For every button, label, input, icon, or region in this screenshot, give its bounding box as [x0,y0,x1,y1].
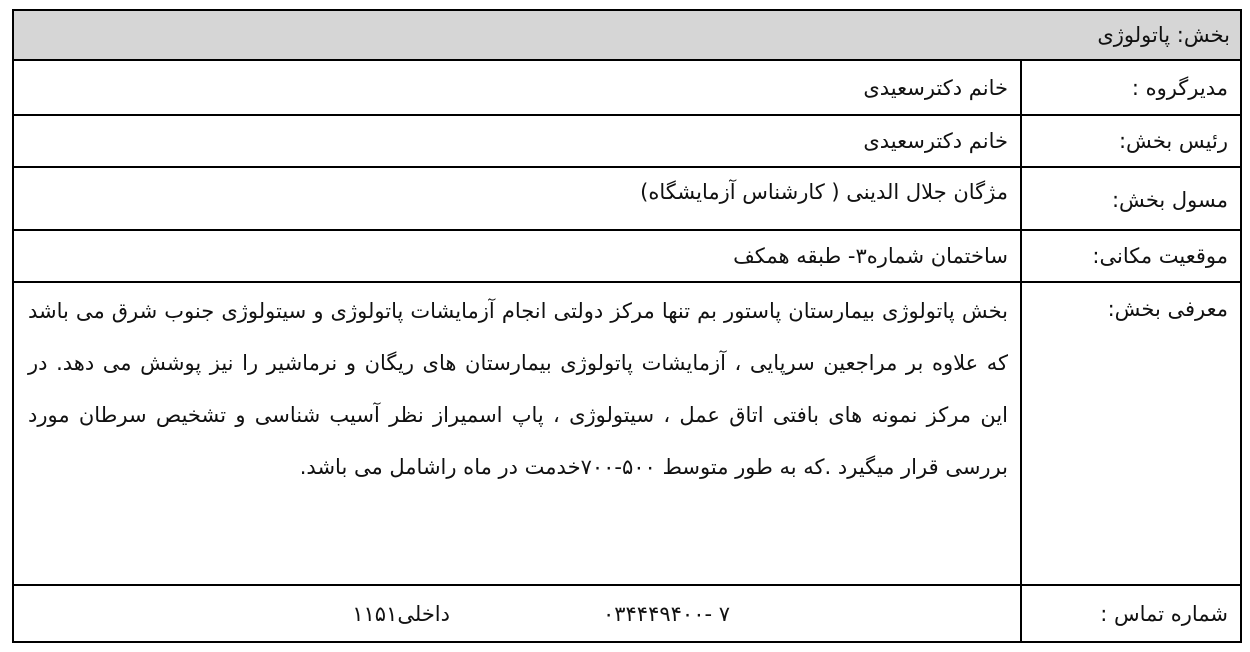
manager-value: خانم دکترسعیدی [863,75,1008,100]
row-manager [14,61,1240,116]
introduction-text: بخش پاتولوژی بیمارستان پاستور بم تنها مرکز دولتی انجام آزمایشات پاتولوژی و سیتولوژی جنوب شرق می باشد که علاوه بر مراجعین سرپایی ، آزمایشات پاتولوژی بیمارستان های ریگان و نرماشیر را نیز پوشش می دهد. در این مرکز نمونه های بافتی اتاق عمل ، سیتولوژی ، پاپ اسمیراز نظر آسیب شناسی و تشخیص سرطان مورد بررسی قرار میگیرد .که به طور متوسط ۵۰۰-۷۰۰خدمت در ماه راشامل می باشد. [28,299,1008,479]
responsible-value: مژگان جلال الدینی ( کارشناس آزمایشگاه) [640,180,1008,204]
department-head-value: خانم دکترسعیدی [863,129,1008,153]
extension-number: داخلی۱۱۵۱ [352,601,450,626]
manager-label: مدیرگروه : [1020,61,1240,114]
row-responsible [14,168,1240,231]
row-department-head [14,116,1240,168]
department-info-table [12,9,1242,643]
row-location [14,231,1240,283]
introduction-label: معرفی بخش: [1020,283,1240,584]
section-title: بخش: پاتولوژی [14,11,1240,61]
row-contact [14,586,1240,641]
phone-number: ۰۳۴۴۴۹۴۰۰- ۷ [602,601,730,626]
contact-label: شماره تماس : [1020,586,1240,641]
contact-value [14,586,1020,641]
row-introduction [14,283,1240,586]
location-label: موقعیت مکانی: [1020,231,1240,281]
location-value: ساختمان شماره۳- طبقه همکف [733,244,1008,268]
responsible-label: مسول بخش: [1020,168,1240,229]
department-head-label: رئیس بخش: [1020,116,1240,166]
